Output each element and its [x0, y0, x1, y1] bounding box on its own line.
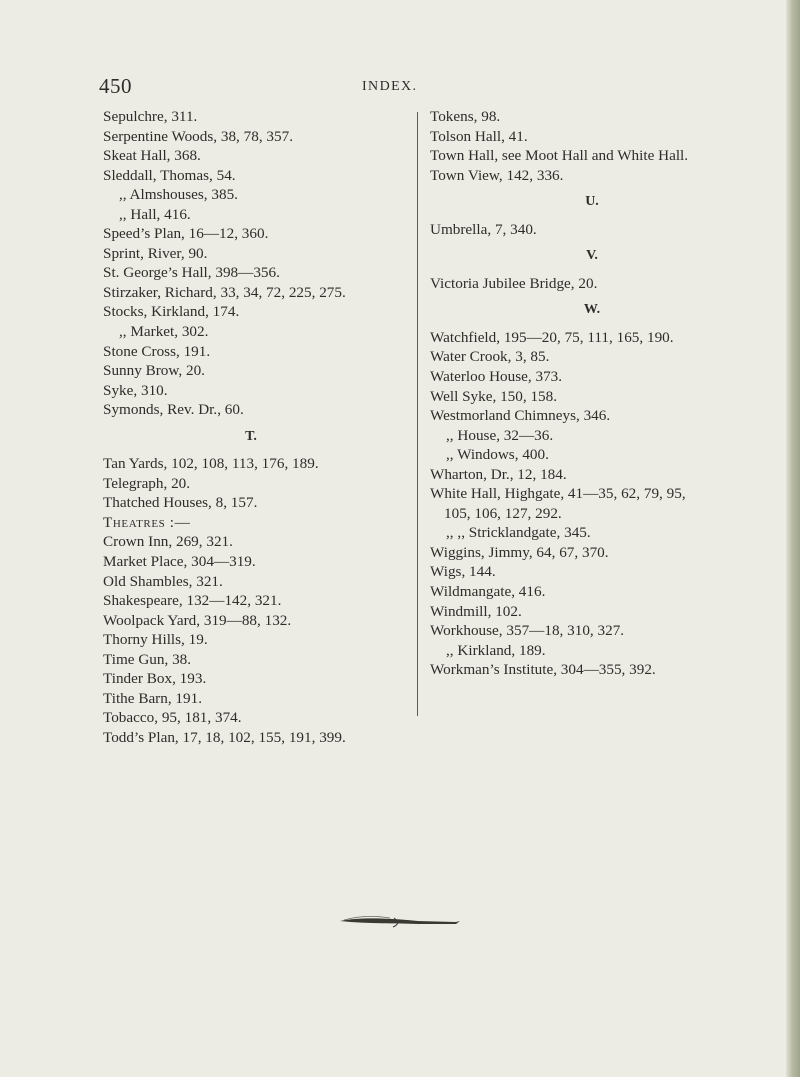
index-entry: Westmorland Chimneys, 346.	[430, 407, 611, 425]
index-entry: Symonds, Rev. Dr., 60.	[103, 401, 244, 419]
index-entry: Crown Inn, 269, 321.	[103, 533, 233, 551]
index-entry: Victoria Jubilee Bridge, 20.	[430, 274, 598, 292]
index-entry: Thatched Houses, 8, 157.	[103, 494, 258, 512]
index-entry: Waterloo House, 373.	[430, 368, 563, 386]
column-divider	[417, 112, 418, 716]
index-entry: Sepulchre, 311.	[103, 108, 198, 125]
index-column-left	[103, 107, 403, 748]
index-entry: Thorny Hills, 19.	[103, 631, 208, 649]
index-entry: Town Hall, see Moot Hall and White Hall.	[430, 147, 689, 165]
index-entry: Town View, 142, 336.	[430, 166, 564, 184]
index-entry: Stirzaker, Richard, 33, 34, 72, 225, 275.	[103, 283, 346, 301]
index-entry: Market Place, 304—319.	[103, 553, 256, 571]
index-entry: Wiggins, Jimmy, 64, 67, 370.	[430, 543, 609, 561]
index-entry: Skeat Hall, 368.	[103, 147, 201, 165]
index-subentry: ,, ,, Stricklandgate, 345.	[446, 524, 591, 542]
index-column-right	[430, 107, 780, 680]
index-entry: Sleddall, Thomas, 54.	[103, 166, 236, 184]
index-entry: Watchfield, 195—20, 75, 111, 165, 190.	[430, 328, 674, 346]
index-entry: Shakespeare, 132—142, 321.	[103, 592, 282, 610]
section-letter: W.	[583, 302, 601, 318]
index-entry: Tan Yards, 102, 108, 113, 176, 189.	[103, 455, 319, 473]
page-edge-shadow	[786, 0, 800, 1077]
index-entry: Tinder Box, 193.	[103, 670, 207, 688]
index-entry: Wharton, Dr., 12, 184.	[430, 465, 567, 483]
running-head: INDEX.	[362, 79, 418, 94]
index-subentry: ,, House, 32—36.	[446, 426, 554, 444]
section-letter: T.	[245, 428, 257, 444]
section-letter: V.	[586, 248, 598, 264]
index-entry: Workman’s Institute, 304—355, 392.	[430, 661, 656, 679]
index-entry: Stocks, Kirkland, 174.	[103, 303, 240, 321]
index-subentry: ,, Kirkland, 189.	[446, 641, 546, 659]
index-entry: Tokens, 98.	[430, 108, 501, 125]
index-entry: Well Syke, 150, 158.	[430, 387, 558, 405]
index-entry: Woolpack Yard, 319—88, 132.	[103, 611, 292, 629]
index-entry: Tobacco, 95, 181, 374.	[103, 709, 242, 727]
index-entry: Sunny Brow, 20.	[103, 362, 205, 380]
index-subentry: ,, Hall, 416.	[119, 205, 191, 223]
index-entry: Stone Cross, 191.	[103, 342, 211, 360]
index-entry: Wigs, 144.	[430, 563, 496, 581]
index-entry: Tolson Hall, 41.	[430, 127, 528, 145]
index-entry-continuation: 105, 106, 127, 292.	[444, 504, 562, 522]
index-entry: Water Crook, 3, 85.	[430, 348, 550, 366]
index-entry: Sprint, River, 90.	[103, 244, 208, 262]
index-entry: Syke, 310.	[103, 381, 168, 399]
index-entry: Workhouse, 357—18, 310, 327.	[430, 622, 625, 640]
tailpiece-ornament-icon	[338, 912, 468, 932]
index-entry: Windmill, 102.	[430, 602, 522, 620]
index-entry: White Hall, Highgate, 41—35, 62, 79, 95,	[430, 485, 686, 503]
page-number: 450	[99, 74, 132, 98]
section-letter: U.	[585, 194, 599, 210]
index-entry: Wildmangate, 416.	[430, 583, 546, 601]
index-subentry: ,, Market, 302.	[119, 323, 209, 341]
index-entry: Tithe Barn, 191.	[103, 689, 203, 707]
index-heading: Theatres :—	[103, 513, 191, 531]
index-entry: Todd’s Plan, 17, 18, 102, 155, 191, 399.	[103, 728, 346, 746]
index-entry: Telegraph, 20.	[103, 474, 191, 492]
index-entry: Speed’s Plan, 16—12, 360.	[103, 225, 269, 243]
index-entry: Old Shambles, 321.	[103, 572, 223, 590]
index-entry: Umbrella, 7, 340.	[430, 220, 537, 238]
index-subentry: ,, Windows, 400.	[446, 446, 549, 464]
index-entry: Time Gun, 38.	[103, 650, 192, 668]
index-entry: St. George’s Hall, 398—356.	[103, 264, 280, 282]
index-subentry: ,, Almshouses, 385.	[119, 186, 238, 204]
index-entry: Serpentine Woods, 38, 78, 357.	[103, 127, 294, 145]
